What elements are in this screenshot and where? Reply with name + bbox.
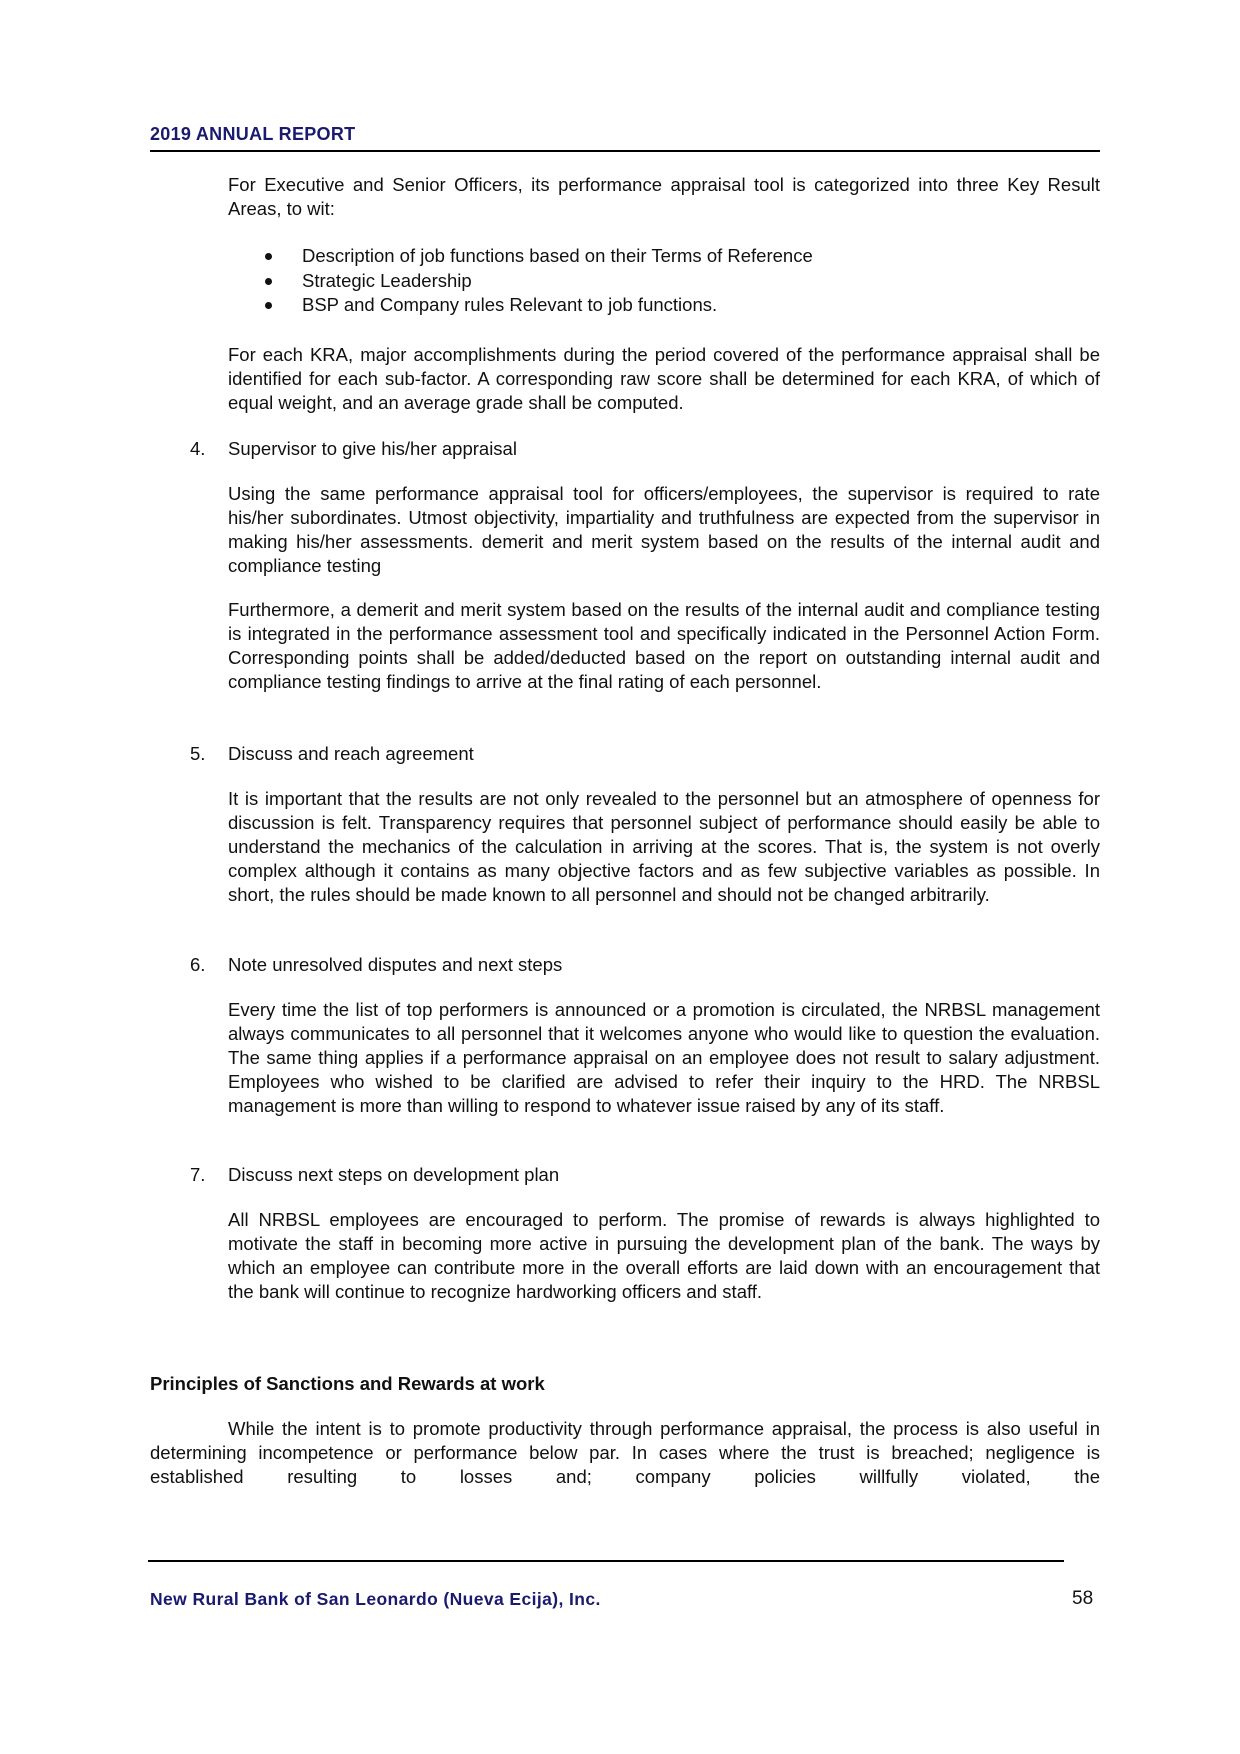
item-number: 5. [190,743,206,764]
item-6-paragraph: Every time the list of top performers is announced or a promotion is circulated, the NRBSL management always communicates to all personnel that it welcomes anyone who would like to question the evaluation. The same thing applies if a performance appraisal on an employee does not result to salary adjustment. Employees who wished to be clarified are advised to refer their inquiry to the HRD. The NRBSL management is more than willing to respond to whatever issue raised by any of its staff. [228,999,1100,1116]
footer-divider [148,1560,1064,1562]
bullet-icon [265,302,272,309]
item-number: 7. [190,1164,206,1185]
item-number: 4. [190,438,206,459]
footer-organization: New Rural Bank of San Leonardo (Nueva Ecija), Inc. [150,1589,601,1609]
list-item: Description of job functions based on their Terms of Reference [265,244,813,269]
list-item: Strategic Leadership [265,269,813,294]
header-divider [150,150,1100,152]
item-title: Discuss and reach agreement [228,743,474,764]
bullet-icon [265,253,272,260]
numbered-item-4 [190,437,517,461]
numbered-item-5 [190,742,474,766]
item-4-paragraph-2: Furthermore, a demerit and merit system based on the results of the internal audit and compliance testing is integrated in the performance assessment tool and specifically indicated in the Personnel Action Form. Corresponding points shall be added/deducted based on the report on outstanding internal audit and compliance testing findings to arrive at the final rating of each personnel. [228,599,1100,692]
section-paragraph: While the intent is to promote productivity through performance appraisal, the process is also useful in determining incompetence or performance below par. In cases where the trust is breached; negligence is established resulting to losses and; company policies willfully violated, the [150,1418,1100,1487]
report-header-title: 2019 ANNUAL REPORT [150,124,356,144]
bullet-icon [265,278,272,285]
kra-paragraph: For each KRA, major accomplishments during the period covered of the performance appraisal shall be identified for each sub-factor. A corresponding raw score shall be determined for each KRA, of which of equal weight, and an average grade shall be computed. [228,344,1100,413]
item-number: 6. [190,954,206,975]
list-item: BSP and Company rules Relevant to job functions. [265,293,813,318]
kra-bullet-list [265,244,813,318]
section-heading: Principles of Sanctions and Rewards at work [150,1373,545,1394]
intro-paragraph: For Executive and Senior Officers, its performance appraisal tool is categorized into three Key Result Areas, to wit: [228,174,1100,219]
numbered-item-6 [190,953,562,977]
page-number: 58 [1072,1588,1094,1609]
item-7-paragraph: All NRBSL employees are encouraged to perform. The promise of rewards is always highlighted to motivate the staff in becoming more active in pursuing the development plan of the bank. The ways by which an employee can contribute more in the overall efforts are laid down with an encouragement that the bank will continue to recognize hardworking officers and staff. [228,1209,1100,1302]
item-title: Discuss next steps on development plan [228,1164,560,1185]
item-5-paragraph: It is important that the results are not only revealed to the personnel but an atmosphere of openness for discussion is felt. Transparency requires that personnel subject of performance should easily be able to understand the mechanics of the calculation in arriving at the scores. That is, the system is not overly complex although it contains as many objective factors and as few subjective variables as possible. In short, the rules should be made known to all personnel and should not be changed arbitrarily. [228,788,1100,905]
item-title: Note unresolved disputes and next steps [228,954,563,975]
numbered-item-7 [190,1163,559,1187]
item-4-paragraph-1: Using the same performance appraisal tool for officers/employees, the supervisor is required to rate his/her subordinates. Utmost objectivity, impartiality and truthfulness are expected from the supervisor in making his/her assessments. demerit and merit system based on the results of the internal audit and compliance testing [228,483,1100,576]
item-title: Supervisor to give his/her appraisal [228,438,517,459]
